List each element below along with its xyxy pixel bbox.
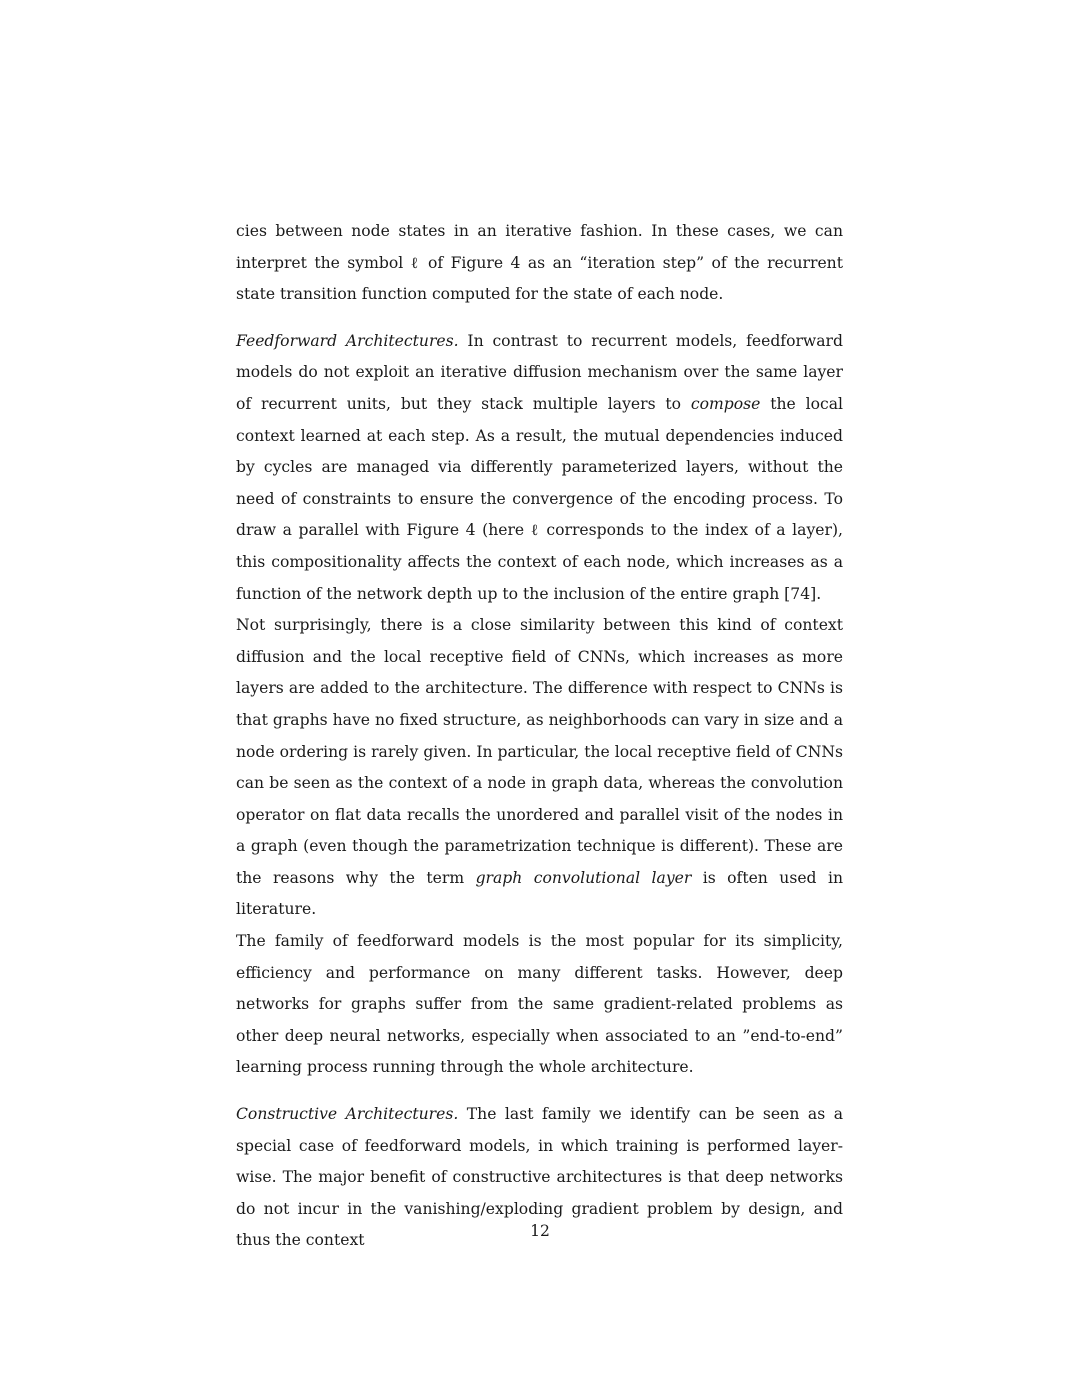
- paragraph-text: the local context learned at each step. As a result, the mutual dependencies induced by cycles are managed via differently parameterized layers, without the need of constraints to ensure the convergence of the encoding process. To draw a parallel with Figure 4 (here ℓ corresponds to the index of a layer), this compositionality affects the context of each node, which increases as a function of the network depth up to the inclusion of the entire graph [74].: [236, 394, 843, 603]
- run-in-heading: Feedforward Architectures.: [236, 331, 459, 350]
- paragraph-cnn-similarity: [236, 610, 843, 926]
- paragraph-recurrent-continuation: [236, 216, 843, 311]
- run-in-heading: Constructive Architectures.: [236, 1105, 459, 1124]
- emphasized-term: compose: [690, 394, 761, 413]
- body-text: [236, 216, 843, 1257]
- paragraph-text: The family of feedforward models is the most popular for its simplicity, efficiency and performance on many different tasks. However, deep networks for graphs suffer from the same gradient-related problems as other deep neural networks, especially when associated to an ”end-to-end” learning process running through the whole architecture.: [236, 932, 843, 1077]
- page-number: 12: [530, 1222, 550, 1240]
- paragraph-text: cies between node states in an iterative fashion. In these cases, we can interpret the symbol ℓ of Figure 4 as an “iteration step” of the recurrent state transition function computed for the state of each node.: [236, 222, 843, 304]
- paragraph-text: In contrast to recurrent models, feedforward models do not exploit an iterative diffusion mechanism over the same layer of recurrent units, but they stack multiple layers to: [236, 331, 843, 413]
- paragraph-text: The last family we identify can be seen as a special case of feedforward models, in which training is performed layer-wise. The major benefit of constructive architectures is that deep networks do not incur in the vanishing/exploding gradient problem by design, and thus the context: [236, 1105, 843, 1250]
- emphasized-term: graph convolutional layer: [475, 868, 692, 887]
- paragraph-text: Not surprisingly, there is a close similarity between this kind of context diffusion and the local receptive field of CNNs, which increases as more layers are added to the architecture. The difference with respect to CNNs is that graphs have no fixed structure, as neighborhoods can vary in size and a node ordering is rarely given. In particular, the local receptive field of CNNs can be seen as the context of a node in graph data, whereas the convolution operator on flat data recalls the unordered and parallel visit of the nodes in a graph (even though the parametrization technique is different). These are the reasons why the term: [236, 616, 843, 887]
- paragraph-text: is often used in literature.: [236, 868, 843, 919]
- paragraph-feedforward-family: [236, 926, 843, 1084]
- paragraph-feedforward-architectures: [236, 326, 843, 610]
